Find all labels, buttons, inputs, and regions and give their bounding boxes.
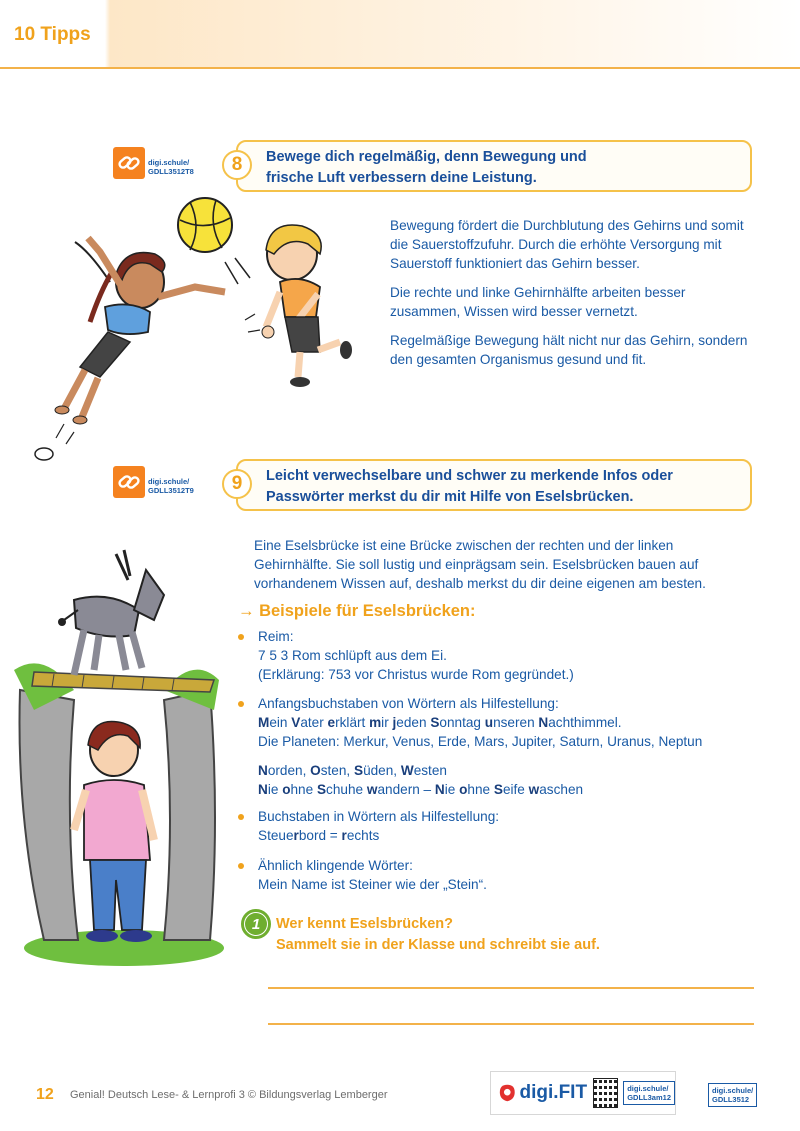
tip9-heading [266, 466, 673, 508]
task-line1: Wer kennt Eselsbrücken? [276, 916, 454, 932]
example-klingend-line1: Mein Name ist Steiner wie der „Stein“. [258, 877, 487, 892]
footer-code-line2: GDLL3512 [712, 1095, 750, 1104]
tip8-heading-line1: Bewege dich regelmäßig, denn Bewegung und [266, 149, 587, 165]
link-chain-icon [113, 466, 145, 498]
example-anfang-label: Anfangsbuchstaben von Wörtern als Hilfestellung: [258, 696, 559, 711]
task-line2: Sammelt sie in der Klasse und schreibt sie auf. [276, 937, 600, 953]
digifit-label: digi.FIT [519, 1082, 588, 1103]
page-number: 12 [36, 1086, 54, 1103]
bullet-dot [238, 863, 244, 869]
example-klingend [238, 856, 487, 894]
example-anfang-compass: Norden, Osten, Süden, Westen [258, 763, 447, 778]
example-reim [238, 627, 574, 684]
tip8-paragraph: Regelmäßige Bewegung hält nicht nur das Gehirn, sondern den gesamten Organismus gesund und fit. [390, 333, 748, 367]
examples-heading: → Beispiele für Eselsbrücken: [238, 602, 476, 620]
tip8-paragraph: Die rechte und linke Gehirnhälfte arbeiten besser zusammen, Wissen wird besser vernetzt. [390, 285, 686, 319]
digifit-code-line2: GDLL3am12 [627, 1093, 671, 1102]
writing-line[interactable] [268, 987, 754, 989]
footer-credit: Genial! Deutsch Lese- & Lernprofi 3 © Bildungsverlag Lemberger [70, 1089, 388, 1101]
tip8-heading [266, 147, 587, 189]
tip9-number-badge: 9 [222, 469, 252, 499]
header-divider [0, 67, 800, 69]
bullet-dot [238, 814, 244, 820]
example-klingend-label: Ähnlich klingende Wörter: [258, 858, 413, 873]
footer-digi-code[interactable] [708, 1083, 757, 1107]
bullet-dot [238, 634, 244, 640]
tip9-heading-line2: Passwörter merkst du dir mit Hilfe von Eselsbrücken. [266, 489, 634, 505]
digifit-logo-icon [499, 1082, 516, 1104]
volleyball-kids-illustration [30, 192, 375, 462]
link-chain-icon [113, 147, 145, 179]
example-reim-line2: (Erklärung: 753 vor Christus wurde Rom gegründet.) [258, 667, 574, 682]
example-anfang-sentence: Mein Vater erklärt mir jeden Sonntag unseren Nachthimmel. [258, 715, 622, 730]
qr-code-icon [593, 1078, 618, 1108]
link-code-line2: GDLL3512T9 [148, 486, 194, 495]
bullet-dot [238, 701, 244, 707]
link-code-line1: digi.schule/ [148, 477, 190, 486]
digifit-code [623, 1081, 675, 1105]
tip9-intro: Eine Eselsbrücke ist eine Brücke zwischen der rechten und der linken Gehirnhälfte. Sie soll lustig und einprägsam sein. Eselsbrücken bauen auf vorhandenem Wissen auf, deshalb merkst du dir deine eigenen am besten. [254, 538, 706, 591]
example-reim-label: Reim: [258, 629, 294, 644]
header-band [0, 0, 800, 68]
writing-line[interactable] [268, 1023, 754, 1025]
digifit-code-line1: digi.schule/ [627, 1084, 669, 1093]
example-anfang-planets: Die Planeten: Merkur, Venus, Erde, Mars, Jupiter, Saturn, Uranus, Neptun [258, 734, 703, 749]
example-buchstaben-label: Buchstaben in Wörtern als Hilfestellung: [258, 809, 500, 824]
example-anfang-compass-mnemonic: Nie ohne Schuhe wandern – Nie ohne Seife waschen [258, 782, 584, 797]
task-instruction [276, 914, 600, 956]
link-code-line2: GDLL3512T8 [148, 167, 194, 176]
tip8-paragraph: Bewegung fördert die Durchblutung des Gehirns und somit die Sauerstoffzufuhr. Durch die erhöhte Versorgung mit Sauerstoff funktioniert das Gehirn besser. [390, 218, 744, 271]
example-buchstaben [238, 807, 499, 845]
digifit-banner[interactable] [490, 1071, 676, 1115]
link-code-line1: digi.schule/ [148, 158, 190, 167]
example-buchstaben-line1: Steuerbord = rechts [258, 828, 380, 843]
page-header-title: 10 Tipps [14, 24, 91, 45]
donkey-bridge-illustration [14, 540, 224, 970]
example-reim-line1: 7 5 3 Rom schlüpft aus dem Ei. [258, 648, 447, 663]
tip8-digi-link[interactable] [113, 147, 194, 179]
tip8-text [390, 216, 750, 379]
tip8-heading-line2: frische Luft verbessern deine Leistung. [266, 170, 537, 186]
tip9-heading-line1: Leicht verwechselbare und schwer zu merkende Infos oder [266, 468, 673, 484]
task-number-badge: 1 [241, 909, 271, 939]
example-anfang [238, 694, 702, 799]
tip9-digi-link[interactable] [113, 466, 194, 498]
tip8-number-badge: 8 [222, 150, 252, 180]
footer-code-line1: digi.schule/ [712, 1086, 754, 1095]
